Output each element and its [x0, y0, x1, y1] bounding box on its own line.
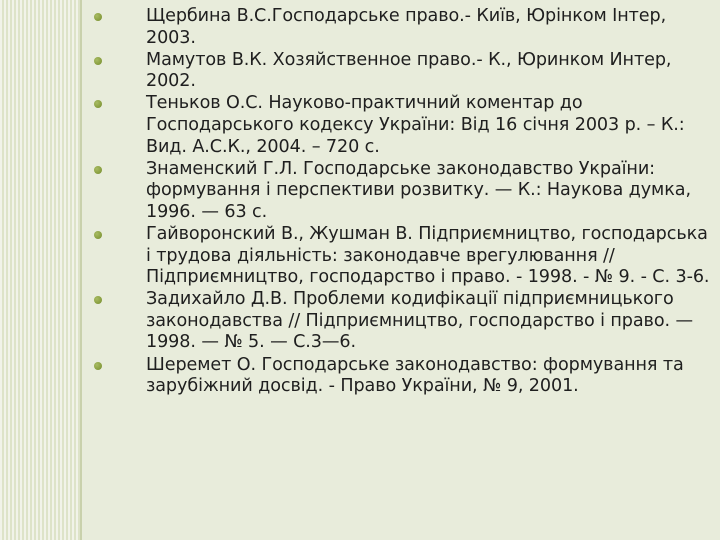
bullet-icon	[94, 231, 102, 239]
bullet-icon	[94, 100, 102, 108]
bullet-icon	[94, 362, 102, 370]
bullet-icon	[94, 13, 102, 21]
reference-text: Шеремет О. Господарське законодавство: формування та зарубіжний досвід. - Право України, № 9, 2001.	[146, 354, 684, 397]
decorative-side-stripe	[0, 0, 82, 540]
bullet-icon	[94, 296, 102, 304]
list-item	[92, 289, 712, 354]
list-item	[92, 355, 712, 398]
list-item	[92, 50, 712, 93]
reference-text: Мамутов В.К. Хозяйственное право.- К., Юринком Интер, 2002.	[146, 49, 672, 92]
list-item	[92, 6, 712, 49]
bullet-icon	[94, 57, 102, 65]
list-item	[92, 93, 712, 158]
reference-text: Теньков О.С. Науково-практичний коментар до Господарського кодексу України: Від 16 січня 2003 р. – К.: Вид. А.С.К., 2004. – 720 с.	[146, 93, 685, 157]
reference-text: Задихайло Д.В. Проблеми кодифікації підприємницького законодавства // Підприємництво, господарство і право. — 1998. — № 5. — С.3—6.	[146, 289, 693, 353]
list-item	[92, 159, 712, 224]
reference-text: Знаменский Г.Л. Господарське законодавство України: формування і перспективи розвитку. — К.: Наукова думка, 1996. — 63 с.	[146, 158, 691, 222]
list-item	[92, 224, 712, 289]
bullet-icon	[94, 166, 102, 174]
reference-list	[92, 6, 712, 398]
reference-text: Щербина В.С.Господарське право.- Київ, Юрінком Інтер, 2003.	[146, 6, 667, 48]
reference-text: Гайворонский В., Жушман В. Підприємництво, господарська і трудова діяльність: законодавче врегулювання //Підприємництво, господарство і право. - 1998. - № 9. - С. 3-6.	[146, 223, 710, 288]
